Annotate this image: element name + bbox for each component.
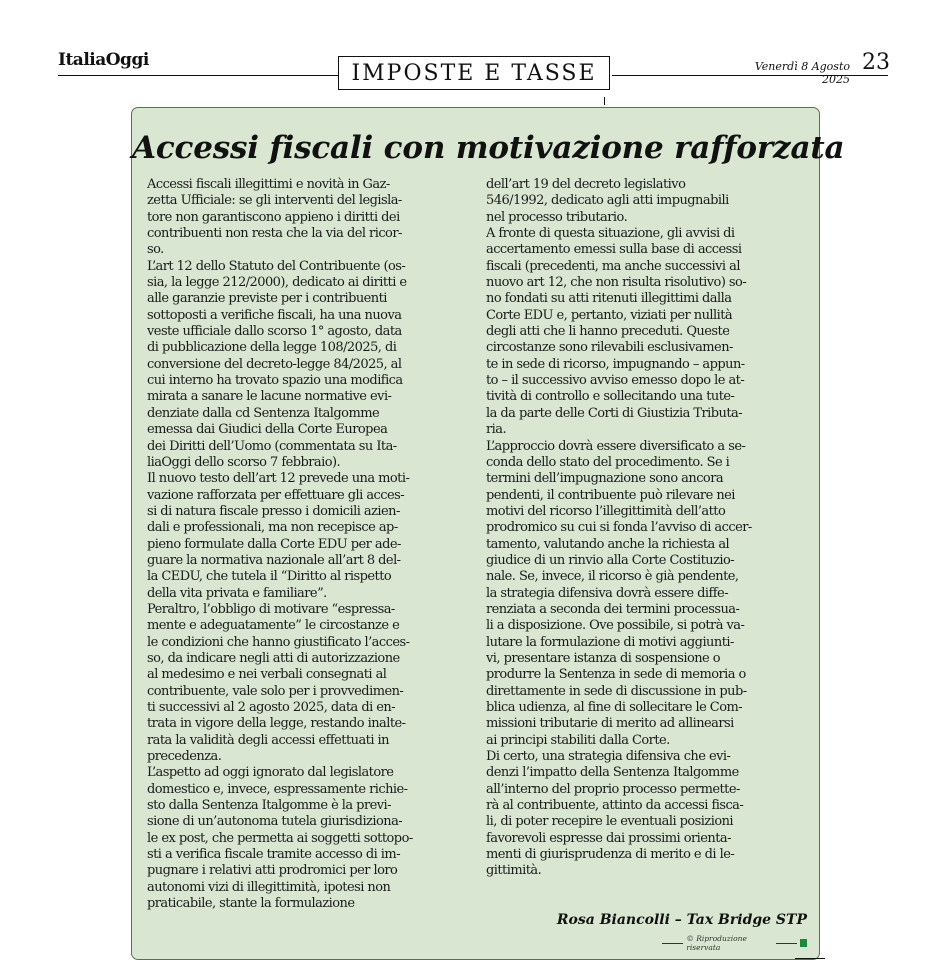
- text-line: A fronte di questa situazione, gli avvisi di: [486, 226, 735, 242]
- text-line: pendenti, il contribuente può rilevare nei: [486, 487, 735, 503]
- text-line: si di natura fiscale presso i domicili azien-: [147, 503, 400, 519]
- bottom-rule: [795, 958, 825, 959]
- text-line: conversione del decreto-legge 84/2025, al: [147, 356, 402, 372]
- text-line: accertamento emessi sulla base di accessi: [486, 242, 742, 258]
- text-line: L’art 12 dello Statuto del Contribuente (os-: [147, 258, 406, 274]
- text-line: Peraltro, l’obbligo di motivare “espressa-: [147, 601, 395, 617]
- issue-date: Venerdì 8 Agosto 2025: [754, 60, 850, 86]
- text-line: cui interno ha trovato spazio una modifica: [147, 373, 403, 389]
- text-line: denzi l’impatto della Sentenza Italgomme: [486, 765, 739, 781]
- article-column-right: [486, 177, 810, 880]
- copyright-notice: [662, 934, 807, 952]
- text-line: Il nuovo testo dell’art 12 prevede una moti-: [147, 471, 410, 487]
- text-line: prodromico su cui si fonda l’avviso di accer-: [486, 520, 752, 536]
- text-line: gittimità.: [486, 863, 542, 879]
- masthead: [0, 0, 941, 100]
- text-line: della vita privata e familiare”.: [147, 585, 327, 601]
- text-line: so.: [147, 242, 164, 258]
- author-signature: Rosa Biancolli – Tax Bridge STP: [556, 912, 807, 928]
- text-line: sto dalla Sentenza Italgomme è la previ-: [147, 798, 392, 814]
- text-line: motivi del ricorso l’illegittimità dell’atto: [486, 503, 726, 519]
- text-line: contribuenti non resta che la via del ricor-: [147, 226, 402, 242]
- article-headline: Accessi fiscali con motivazione rafforzata: [132, 130, 845, 166]
- text-line: autonomi vizi di illegittimità, ipotesi non: [147, 879, 391, 895]
- text-line: dei Diritti dell’Uomo (commentata su Ita-: [147, 438, 397, 454]
- text-line: so, da indicare negli atti di autorizzazione: [147, 650, 400, 666]
- text-line: li a disposizione. Ove possibile, si potrà va-: [486, 618, 745, 634]
- divider-tick: [604, 97, 605, 105]
- text-line: te in sede di ricorso, impugnando – appun-: [486, 356, 745, 372]
- text-line: missioni tributarie di merito ad allinearsi: [486, 716, 734, 732]
- text-line: fiscali (precedenti, ma anche successivi al: [486, 258, 740, 274]
- text-line: mente e adeguatamente” le circostanze e: [147, 618, 400, 634]
- text-line: conda dello stato del procedimento. Se i: [486, 454, 730, 470]
- text-line: giudice di un rinvio alla Corte Costituzio-: [486, 552, 735, 568]
- text-line: vazione rafforzata per effettuare gli acces-: [147, 487, 405, 503]
- text-line: tività di controllo e sollecitando una tute-: [486, 389, 735, 405]
- text-line: guare la normativa nazionale all’art 8 del-: [147, 552, 401, 568]
- article-column-left: [147, 177, 471, 912]
- text-line: no fondati su atti ritenuti illegittimi dalla: [486, 291, 732, 307]
- text-line: Corte EDU e, pertanto, viziati per nullità: [486, 307, 733, 323]
- text-line: liaOggi dello scorso 7 febbraio).: [147, 454, 341, 470]
- copyright-dash: [662, 943, 683, 944]
- text-line: sione di un’autonoma tutela giurisdiziona-: [147, 814, 403, 830]
- text-line: dali e professionali, ma non recepisce ap-: [147, 520, 398, 536]
- text-line: L’aspetto ad oggi ignorato dal legislatore: [147, 765, 394, 781]
- text-line: trata in vigore della legge, restando inalte-: [147, 716, 406, 732]
- text-line: 546/1992, dedicato agli atti impugnabili: [486, 193, 729, 209]
- text-line: direttamente in sede di discussione in pub-: [486, 683, 747, 699]
- section-title: IMPOSTE E TASSE: [338, 56, 610, 90]
- text-line: degli atti che li hanno preceduti. Queste: [486, 324, 730, 340]
- text-line: vi, presentare istanza di sospensione o: [486, 650, 721, 666]
- text-line: la strategia difensiva dovrà essere diffe-: [486, 585, 729, 601]
- text-line: all’interno del proprio processo permette-: [486, 781, 740, 797]
- masthead-rule-left: [58, 75, 338, 76]
- text-line: mirata a sanare le lacune normative evi-: [147, 389, 392, 405]
- text-line: produrre la Sentenza in sede di memoria o: [486, 667, 746, 683]
- text-line: sti a verifica fiscale tramite accesso di im-: [147, 847, 401, 863]
- text-line: nale. Se, invece, il ricorso è già pendente,: [486, 569, 739, 585]
- text-line: contribuente, vale solo per i provvedimen-: [147, 683, 404, 699]
- text-line: ria.: [486, 422, 507, 438]
- text-line: li, di poter recepire le eventuali posizioni: [486, 814, 734, 830]
- text-line: termini dell’impugnazione sono ancora: [486, 471, 724, 487]
- text-line: ai principi stabiliti dalla Corte.: [486, 732, 670, 748]
- page-number: 23: [862, 50, 890, 75]
- text-line: tamento, valutando anche la richiesta al: [486, 536, 730, 552]
- text-line: pugnare i relativi atti prodromici per loro: [147, 863, 398, 879]
- text-line: praticabile, stante la formulazione: [147, 896, 355, 912]
- text-line: favorevoli espresse dai prossimi orienta-: [486, 830, 731, 846]
- text-line: rà al contribuente, attinto da accessi fisca-: [486, 798, 744, 814]
- text-line: le condizioni che hanno giustificato l’acces-: [147, 634, 410, 650]
- text-line: rata la validità degli accessi effettuati in: [147, 732, 389, 748]
- text-line: Di certo, una strategia difensiva che evi-: [486, 749, 731, 765]
- text-line: sottoposti a verifiche fiscali, ha una nuova: [147, 307, 402, 323]
- text-line: domestico e, invece, espressamente richie-: [147, 781, 408, 797]
- text-line: renziata a seconda dei termini processua-: [486, 601, 740, 617]
- text-line: L’approccio dovrà essere diversificato a se-: [486, 438, 746, 454]
- text-line: tore non garantiscono appieno i diritti dei: [147, 209, 400, 225]
- text-line: al medesimo e nei verbali consegnati al: [147, 667, 387, 683]
- text-line: nel processo tributario.: [486, 209, 628, 225]
- text-line: zetta Ufficiale: se gli interventi del legisla-: [147, 193, 402, 209]
- text-line: di pubblicazione della legge 108/2025, di: [147, 340, 397, 356]
- text-line: veste ufficiale dallo scorso 1° agosto, data: [147, 324, 402, 340]
- text-line: menti di giurisprudenza di merito e di le-: [486, 847, 735, 863]
- text-line: ti successivi al 2 agosto 2025, data di en-: [147, 700, 396, 715]
- text-line: to – il successivo avviso emesso dopo le at-: [486, 373, 745, 389]
- text-line: circostanze sono rilevabili esclusivamen-: [486, 340, 733, 356]
- article-box: [131, 107, 845, 960]
- text-line: sia, la legge 212/2000), dedicato ai diritti e: [147, 275, 407, 291]
- text-line: la da parte delle Corti di Giustizia Tributa-: [486, 405, 743, 421]
- text-line: denziate dalla cd Sentenza Italgomme: [147, 405, 380, 421]
- text-line: lutare la formulazione di motivi aggiunti-: [486, 634, 734, 650]
- text-line: Accessi fiscali illegittimi e novità in Gaz-: [147, 177, 390, 192]
- text-line: dell’art 19 del decreto legislativo: [486, 177, 686, 192]
- brand-logo: ItaliaOggi: [58, 50, 149, 70]
- text-line: la CEDU, che tutela il “Diritto al rispetto: [147, 569, 392, 585]
- text-line: precedenza.: [147, 749, 222, 765]
- text-line: alle garanzie previste per i contribuenti: [147, 291, 387, 307]
- text-line: nuovo art 12, che non risulta risolutivo) so-: [486, 275, 747, 291]
- text-line: pieno formulate dalla Corte EDU per ade-: [147, 536, 401, 552]
- copyright-dash: [776, 943, 797, 944]
- text-line: blica udienza, al fine di sollecitare le Com-: [486, 700, 743, 715]
- text-line: emessa dai Giudici della Corte Europea: [147, 422, 388, 438]
- copyright-text: © Riproduzione riservata: [686, 934, 747, 952]
- green-square-icon: [800, 939, 807, 947]
- text-line: le ex post, che permetta ai soggetti sottopo-: [147, 830, 413, 846]
